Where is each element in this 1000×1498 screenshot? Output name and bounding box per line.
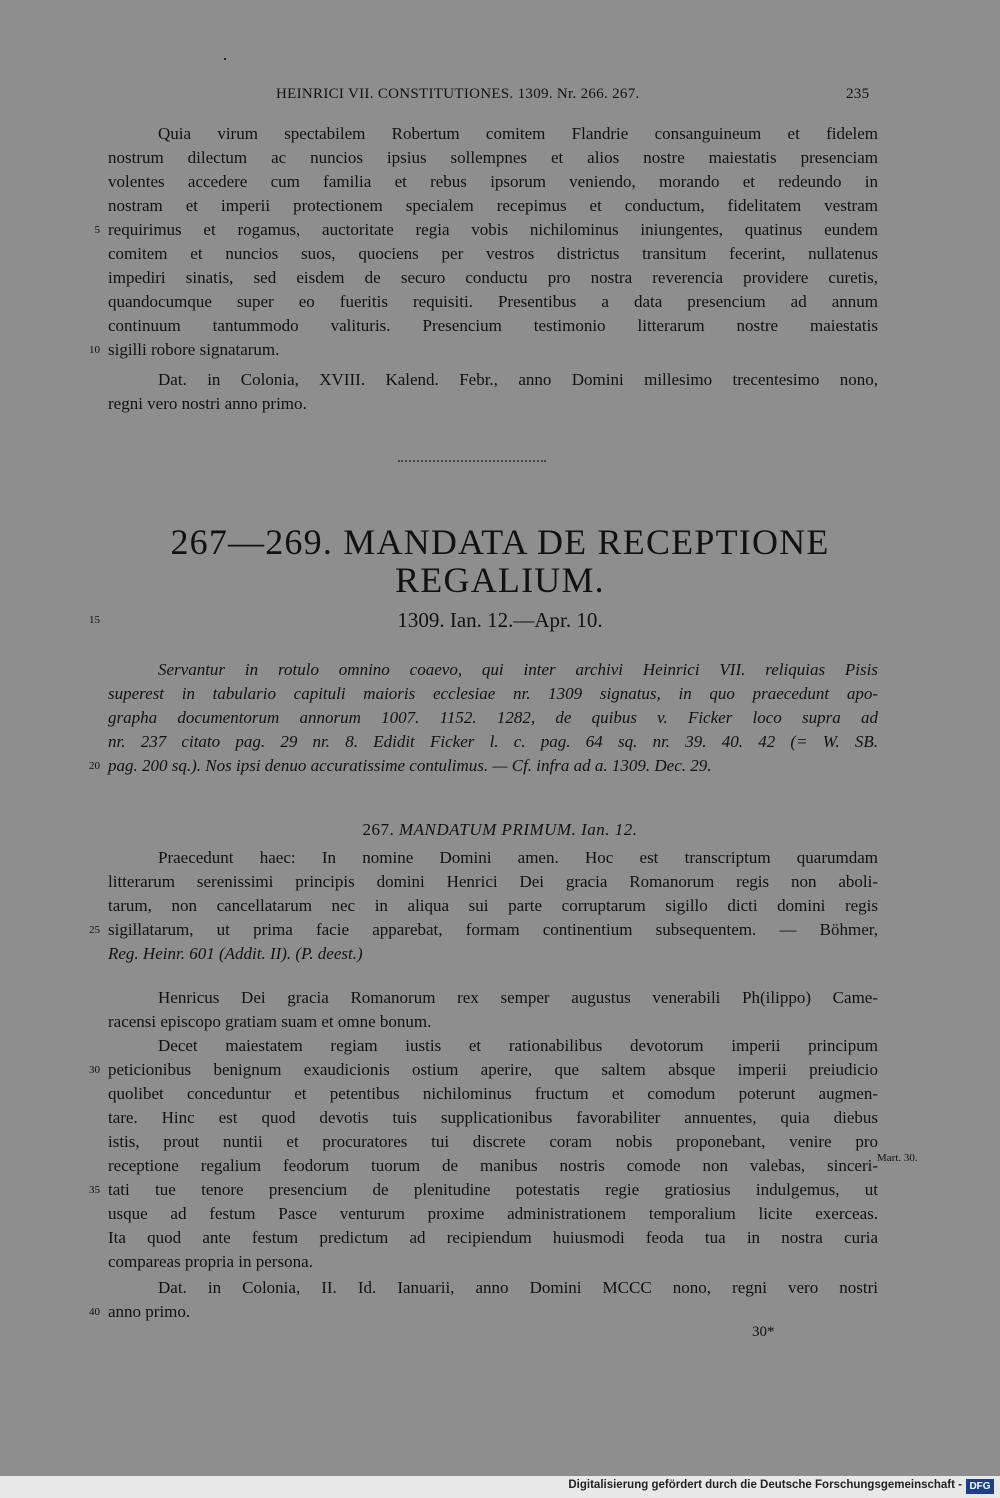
line-number: 25: [89, 924, 100, 936]
text-line: comitem et nuncios suos, quociens per vestros districtus transitum fecerint, nullatenus: [108, 244, 878, 263]
text-line: requirimus et rogamus, auctoritate regia vobis nichilominus iniungentes, quatinus eundem: [108, 220, 878, 239]
section-date: 1309. Ian. 12.—Apr. 10.: [397, 608, 603, 632]
document-number: 267.: [362, 820, 395, 839]
dating-clause: regni vero nostri anno primo.: [108, 394, 307, 413]
intro-line: grapha documentorum annorum 1007. 1152. 1282, de quibus v. Ficker loco supra ad: [108, 708, 878, 727]
running-title: HEINRICI VII. CONSTITUTIONES. 1309. Nr. 266. 267.: [276, 86, 640, 102]
line-number: 30: [89, 1064, 100, 1076]
text-line: receptione regalium feodorum tuorum de manibus nostris comode non valebas, sinceri-: [108, 1156, 878, 1175]
text-line: tare. Hinc est quod devotis tuis supplicationibus favorabiliter annuentes, quia diebus: [108, 1108, 878, 1127]
intro-line: nr. 237 citato pag. 29 nr. 8. Edidit Ficker l. c. pag. 64 sq. nr. 39. 40. 42 (= W. SB.: [108, 732, 878, 751]
dating-clause: anno primo.: [108, 1302, 191, 1321]
preamble-line: Reg. Heinr. 601 (Addit. II). (P. deest.): [108, 944, 363, 963]
page-header: [0, 86, 1000, 108]
text-line: Decet maiestatem regiam iustis et rationabilibus devotorum imperii principum: [158, 1036, 878, 1055]
page-number: 235: [846, 86, 870, 102]
dating-clause: Dat. in Colonia, II. Id. Ianuarii, anno Domini MCCC nono, regni vero nostri: [158, 1278, 878, 1297]
text-line: quolibet conceduntur et petentibus nichilominus fructum et comodum poterunt augmen-: [108, 1084, 878, 1103]
text-line: usque ad festum Pasce venturum proxime administrationem temporalium licite exerceas.: [108, 1204, 878, 1223]
text-line: Henricus Dei gracia Romanorum rex semper augustus venerabili Ph(ilippo) Came-: [158, 988, 878, 1007]
intro-line: pag. 200 sq.). Nos ipsi denuo accuratissime contulimus. — Cf. infra ad a. 1309. Dec. 29.: [108, 756, 712, 775]
dfg-logo: DFG: [966, 1479, 994, 1494]
preamble-line: sigillatarum, ut prima facie apparebat, formam continentium subsequentem. — Böhmer,: [108, 920, 878, 939]
signature-mark: 30*: [752, 1324, 775, 1340]
text-line: continuum tantummodo valituris. Presencium testimonio litterarum nostre maiestatis: [108, 316, 878, 335]
document-title: MANDATUM PRIMUM. Ian. 12.: [399, 820, 638, 839]
text-line: volentes accedere cum familia et rebus ipsorum veniendo, morando et redeundo in: [108, 172, 878, 191]
footer-bar: [0, 1476, 1000, 1498]
line-number: 20: [89, 760, 100, 772]
line-number: 35: [89, 1184, 100, 1196]
text-line: tati tue tenore presencium de plenitudine potestatis regie gratiosius indulgemus, ut: [108, 1180, 878, 1199]
document-267-heading: [100, 818, 900, 842]
funding-notice: Digitalisierung gefördert durch die Deutsche Forschungsgemeinschaft -: [568, 1479, 962, 1491]
intro-line: superest in tabulario capituli maioris ecclesiae nr. 1309 signatus, in quo praecedunt apo-: [108, 684, 878, 703]
line-number: 40: [89, 1306, 100, 1318]
text-line: Ita quod ante festum predictum ad recipiendum huiusmodi feoda tua in nostra curia: [108, 1228, 878, 1247]
section-title-continued: REGALIUM.: [395, 560, 605, 600]
text-line: Quia virum spectabilem Robertum comitem Flandrie consanguineum et fidelem: [158, 124, 878, 143]
text-line: istis, prout nuntii et procuratores tui discrete coram nobis proponebant, venire pro: [108, 1132, 878, 1151]
preamble-line: tarum, non cancellatarum nec in aliqua sui parte corruptarum sigillo dicti domini regis: [108, 896, 878, 915]
print-mark: [224, 58, 226, 60]
text-line: impediri sinatis, sed eisdem de securo conductu pro nostra reverencia providere curetis,: [108, 268, 878, 287]
text-line: sigilli robore signatarum.: [108, 340, 280, 359]
text-line: peticionibus benignum exaudicionis ostium aperire, que saltem absque imperii preiudicio: [108, 1060, 878, 1079]
text-line: racensi episcopo gratiam suam et omne bonum.: [108, 1012, 432, 1031]
text-line: nostrum dilectum ac nuncios ipsius sollempnes et alios nostre maiestatis presenciam: [108, 148, 878, 167]
text-line: quandocumque super eo fueritis requisiti. Presentibus a data presencium ad annum: [108, 292, 878, 311]
preamble-line: Praecedunt haec: In nomine Domini amen. Hoc est transcriptum quarumdam: [158, 848, 878, 867]
section-title: 267—269. MANDATA DE RECEPTIONE: [170, 522, 830, 562]
preamble-line: litterarum serenissimi principis domini Henrici Dei gracia Romanorum regis non aboli-: [108, 872, 878, 891]
dating-clause: Dat. in Colonia, XVIII. Kalend. Febr., anno Domini millesimo trecentesimo nono,: [158, 370, 878, 389]
line-number: 5: [94, 224, 100, 236]
intro-line: Servantur in rotulo omnino coaevo, qui inter archivi Heinrici VII. reliquias Pisis: [158, 660, 878, 679]
line-number: 10: [89, 344, 100, 356]
text-line: nostram et imperii protectionem specialem recepimus et conductum, fidelitatem vestram: [108, 196, 878, 215]
line-number: 15: [89, 614, 100, 626]
text-line: compareas propria in persona.: [108, 1252, 313, 1271]
margin-note: Mart. 30.: [877, 1152, 918, 1164]
section-separator: [398, 460, 546, 464]
